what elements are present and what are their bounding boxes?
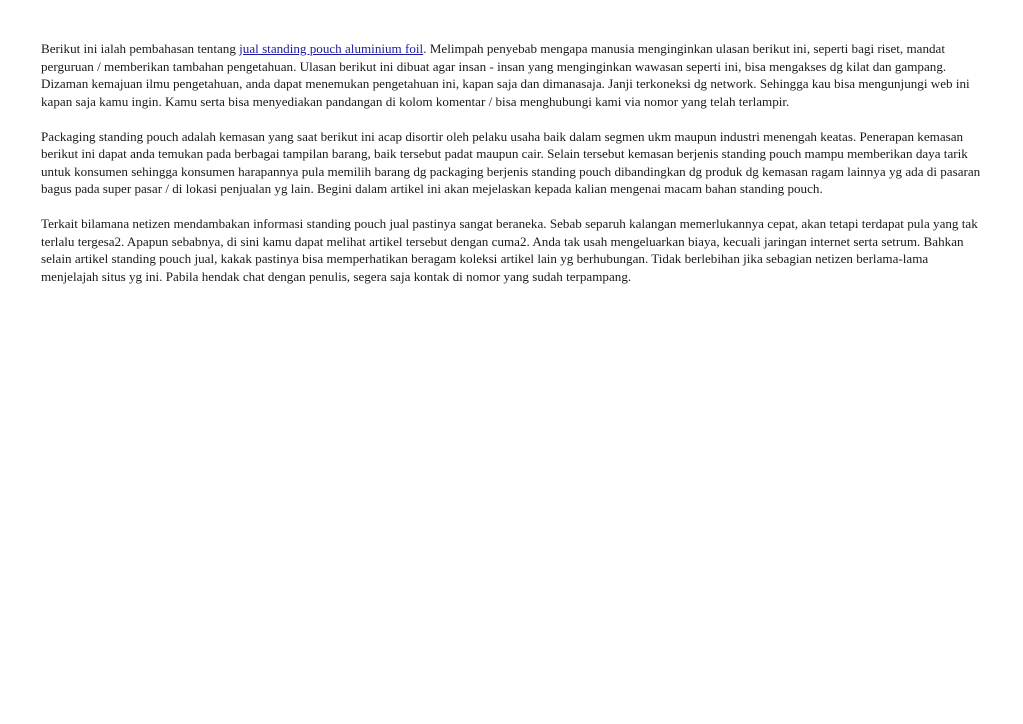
- paragraph-packaging: Packaging standing pouch adalah kemasan yang saat berikut ini acap disortir oleh pelaku usaha baik dalam segmen ukm maupun industri menengah keatas. Penerapan kemasan berikut ini dapat anda temukan pada berbagai tampilan barang, baik tersebut padat maupun cair. Selain tersebut kemasan berjenis standing pouch mampu memberikan daya tarik untuk konsumen sehingga konsumen harapannya pula memilih barang dg packaging berjenis standing pouch dibandingkan dg produk dg kemasan ragam lainnya yg ada di pasaran bagus pada super pasar / di lokasi penjualan yg lain. Begini dalam artikel ini akan mejelaskan kepada kalian mengenai macam bahan standing pouch.: [41, 128, 981, 196]
- article-body: [41, 40, 983, 303]
- paragraph-intro-after-link: . Melimpah penyebab mengapa manusia menginginkan ulasan berikut ini, seperti bagi riset, mandat perguruan / memberikan tambahan pengetahuan. Ulasan berikut ini dibuat agar insan - insan yang menginginkan wawasan seperti ini, bisa mengakses dg kilat dan gampang. Dizaman kemajuan ilmu pengetahuan, anda dapat menemukan pengetahuan ini, kapan saja dan dimanasaja. Janji terkoneksi dg network. Sehingga kau bisa mengunjungi web ini kapan saja kamu ingin. Kamu serta bisa menyediakan pandangan di kolom komentar / bisa menghubungi kami via nomor yang telah terlampir.: [41, 41, 970, 109]
- standing-pouch-aluminium-foil-link[interactable]: jual standing pouch aluminium foil: [239, 41, 424, 56]
- paragraph-netizen: Terkait bilamana netizen mendambakan informasi standing pouch jual pastinya sangat beraneka. Sebab separuh kalangan memerlukannya cepat, akan tetapi terdapat pula yang tak terlalu tergesa2. Apapun sebabnya, di sini kamu dapat melihat artikel tersebut dengan cuma2. Anda tak usah mengeluarkan biaya, kecuali jaringan internet serta setrum. Bahkan selain artikel standing pouch jual, kakak pastinya bisa memperhatikan beragam koleksi artikel lain yg berhubungan. Tidak berlebihan jika sebagian netizen berlama-lama menjelajah situs yg ini. Pabila hendak chat dengan penulis, segera saja kontak di nomor yang sudah terpampang.: [41, 216, 978, 284]
- paragraph-intro-before-link: Berikut ini ialah pembahasan tentang: [41, 41, 240, 56]
- paragraph-intro: [41, 40, 983, 110]
